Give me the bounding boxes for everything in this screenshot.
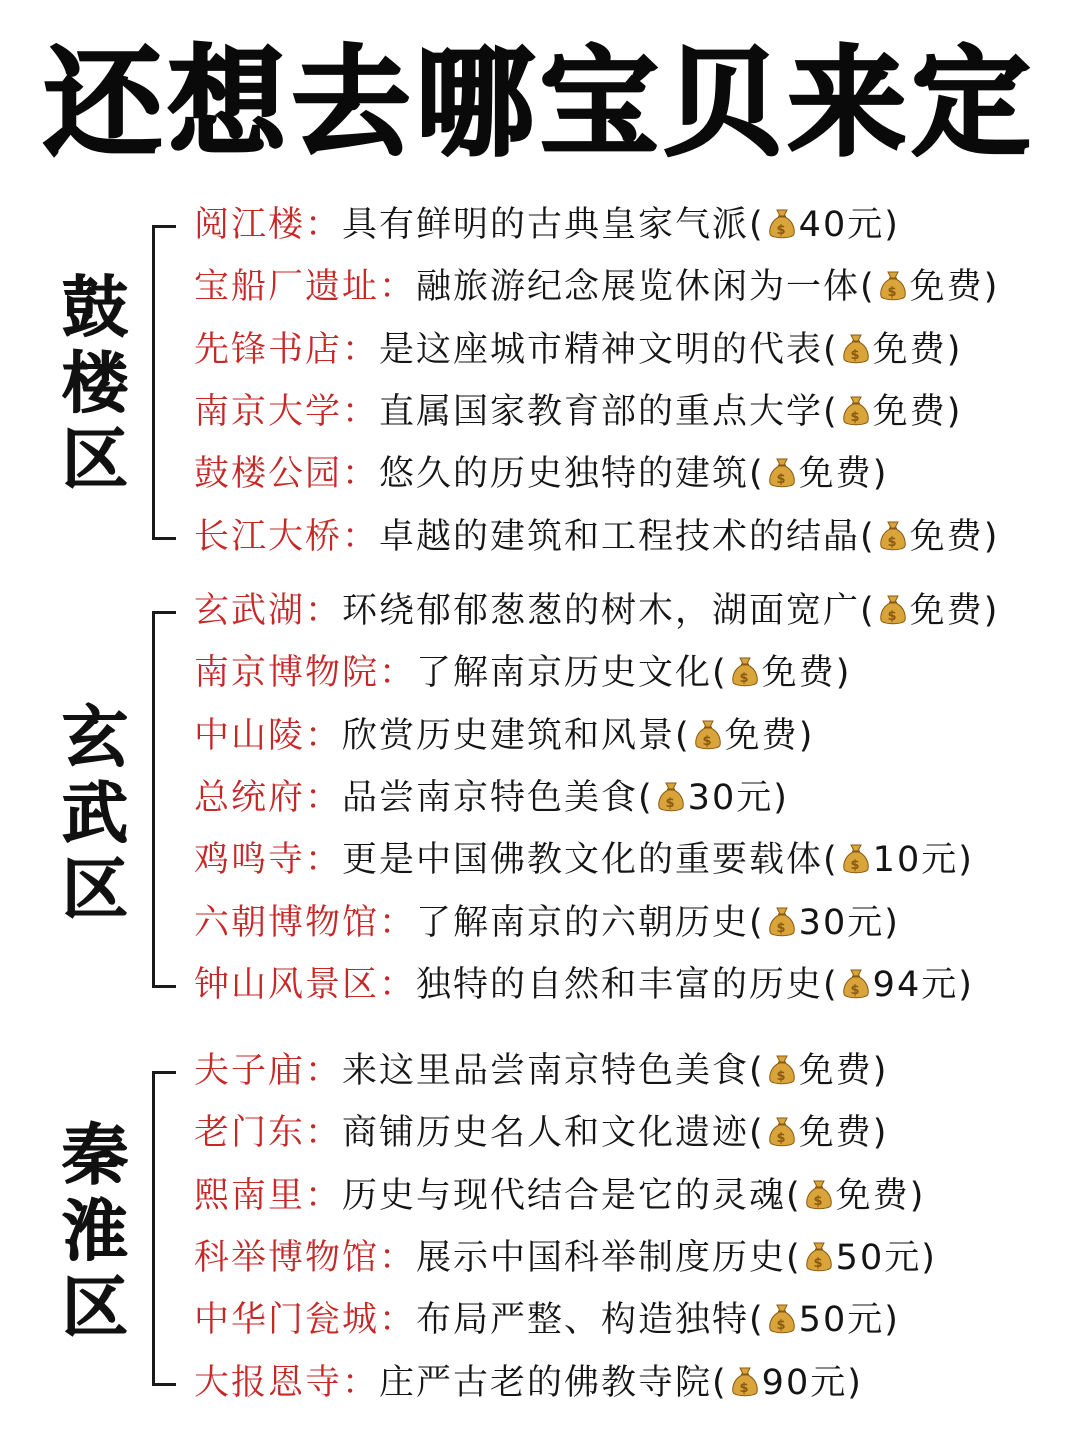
attraction-row: [194, 711, 814, 761]
attraction-row: [194, 1233, 937, 1283]
closing-paren: ): [983, 267, 1000, 308]
attraction-price: 40元: [798, 205, 885, 245]
attraction-row: [194, 1358, 863, 1408]
attraction-description: 卓越的建筑和工程技术的结晶(: [379, 516, 876, 557]
attraction-description: 是这座城市精神文明的代表(: [379, 329, 839, 370]
svg-text:$: $: [776, 472, 788, 488]
money-bag-icon: [804, 1240, 834, 1274]
money-bag-icon: [730, 655, 760, 689]
closing-paren: ): [958, 964, 974, 1005]
attraction-description: 具有鲜明的古典皇家气派(: [342, 205, 765, 245]
attraction-name: 熙南里：: [194, 1175, 343, 1216]
money-bag-icon: [878, 519, 908, 553]
svg-text:$: $: [813, 1193, 825, 1209]
attraction-name: 南京博物院：: [194, 653, 417, 694]
attraction-row: [194, 586, 999, 636]
attraction-row: [194, 1295, 900, 1345]
attraction-price: 免费: [872, 391, 947, 432]
svg-text:$: $: [850, 858, 862, 874]
attraction-description: 布局严整、构造独特(: [416, 1300, 765, 1341]
svg-text:$: $: [776, 1318, 788, 1334]
attraction-price: 免费: [872, 329, 947, 370]
svg-text:$: $: [776, 920, 788, 936]
money-bag-icon: [878, 593, 908, 627]
closing-paren: ): [921, 1237, 937, 1278]
attraction-row: [194, 1108, 888, 1158]
closing-paren: ): [884, 205, 900, 245]
svg-text:$: $: [776, 1069, 788, 1084]
attraction-price: 免费: [761, 653, 836, 694]
money-bag-icon: [693, 718, 723, 752]
attraction-row: [194, 387, 962, 437]
attraction-row: [194, 1046, 888, 1096]
district-label-char: 武: [62, 775, 128, 852]
money-bag-icon: [767, 1115, 797, 1149]
district-label-char: 楼: [62, 345, 128, 422]
money-bag-icon: [841, 842, 871, 876]
money-bag-icon: [730, 1365, 760, 1399]
money-bag-icon: [841, 394, 871, 428]
attraction-row: [194, 262, 999, 312]
closing-paren: ): [909, 1175, 926, 1216]
attraction-price: 免费: [798, 1051, 873, 1091]
money-bag-icon: [656, 780, 686, 814]
closing-paren: ): [872, 1113, 889, 1154]
attraction-row: [194, 898, 900, 948]
closing-paren: ): [847, 1362, 863, 1403]
closing-paren: ): [946, 329, 963, 370]
attraction-description: 展示中国科举制度历史(: [416, 1237, 802, 1278]
closing-paren: ): [872, 1051, 889, 1091]
svg-text:$: $: [739, 1380, 751, 1396]
attraction-row: [194, 835, 974, 885]
money-bag-icon: [804, 1178, 834, 1212]
attraction-description: 来这里品尝南京特色美食(: [342, 1051, 765, 1091]
money-bag-icon: [767, 1053, 797, 1087]
money-bag-icon: [767, 207, 797, 241]
attraction-row: [194, 648, 851, 698]
attraction-description: 商铺历史名人和文化遗迹(: [342, 1113, 765, 1154]
svg-text:$: $: [850, 409, 862, 425]
district-label-char: 淮: [62, 1193, 128, 1270]
money-bag-icon: [841, 332, 871, 366]
attraction-description: 独特的自然和丰富的历史(: [416, 964, 839, 1005]
svg-text:$: $: [739, 671, 751, 687]
attraction-name: 六朝博物馆：: [194, 902, 417, 943]
attraction-description: 直属国家教育部的重点大学(: [379, 391, 839, 432]
district-bracket: [152, 1071, 176, 1386]
attraction-row: [194, 325, 962, 375]
attraction-description: 欣赏历史建筑和风景(: [342, 715, 691, 756]
attraction-name: 先锋书店：: [194, 329, 380, 370]
attraction-price: 90元: [761, 1362, 848, 1403]
attraction-price: 免费: [798, 1113, 873, 1154]
district-label-char: 区: [62, 851, 128, 928]
attraction-name: 鼓楼公园：: [194, 454, 380, 495]
attraction-price: 50元: [798, 1300, 885, 1341]
svg-text:$: $: [887, 609, 899, 624]
attraction-row: [194, 449, 888, 499]
closing-paren: ): [835, 653, 852, 694]
attraction-name: 鸡鸣寺：: [194, 840, 343, 881]
district-label: [60, 270, 130, 498]
attraction-name: 宝船厂遗址：: [194, 267, 417, 308]
closing-paren: ): [872, 454, 889, 495]
attraction-price: 免费: [909, 267, 984, 308]
closing-paren: ): [884, 1300, 900, 1341]
svg-text:$: $: [887, 285, 899, 301]
district-bracket: [152, 225, 176, 540]
attraction-price: 10元: [872, 840, 959, 881]
svg-text:$: $: [702, 733, 714, 749]
svg-text:$: $: [665, 795, 677, 811]
attraction-price: 30元: [798, 902, 885, 943]
attraction-description: 庄严古老的佛教寺院(: [379, 1362, 728, 1403]
district-bracket: [152, 611, 176, 988]
attraction-description: 更是中国佛教文化的重要载体(: [342, 840, 839, 881]
district-label-char: 区: [62, 1269, 128, 1346]
closing-paren: ): [958, 840, 974, 881]
attraction-price: 免费: [909, 516, 984, 557]
attraction-name: 中山陵：: [194, 715, 343, 756]
attraction-description: 品尝南京特色美食(: [342, 777, 654, 818]
svg-text:$: $: [887, 534, 899, 550]
attraction-price: 30元: [687, 777, 774, 818]
attraction-description: 悠久的历史独特的建筑(: [379, 454, 765, 495]
attraction-name: 阅江楼：: [194, 205, 343, 245]
attraction-description: 历史与现代结合是它的灵魂(: [342, 1175, 802, 1216]
attraction-row: [194, 1171, 925, 1221]
money-bag-icon: [878, 269, 908, 303]
closing-paren: ): [946, 391, 963, 432]
svg-text:$: $: [850, 982, 862, 998]
attraction-price: 免费: [835, 1175, 910, 1216]
closing-paren: ): [884, 902, 900, 943]
attraction-row: [194, 773, 789, 823]
closing-paren: ): [983, 516, 1000, 557]
district-label-char: 秦: [62, 1117, 128, 1194]
district-label: [60, 1118, 130, 1346]
money-bag-icon: [767, 1302, 797, 1336]
attraction-name: 科举博物馆：: [194, 1237, 417, 1278]
attraction-price: 免费: [909, 591, 984, 631]
attraction-price: 免费: [798, 454, 873, 495]
district-label-char: 玄: [62, 699, 128, 776]
district-label: [60, 700, 130, 928]
attraction-name: 大报恩寺：: [194, 1362, 380, 1403]
attraction-name: 长江大桥：: [194, 516, 380, 557]
attraction-description: 了解南京的六朝历史(: [416, 902, 765, 943]
attraction-row: [194, 960, 974, 1010]
attraction-price: 94元: [872, 964, 959, 1005]
district-label-char: 鼓: [62, 269, 128, 346]
attraction-row: [194, 200, 900, 250]
svg-text:$: $: [776, 223, 788, 238]
closing-paren: ): [773, 777, 789, 818]
attraction-description: 了解南京历史文化(: [416, 653, 728, 694]
attraction-row: [194, 512, 999, 562]
attraction-name: 老门东：: [194, 1113, 343, 1154]
attraction-name: 南京大学：: [194, 391, 380, 432]
attraction-name: 总统府：: [194, 777, 343, 818]
closing-paren: ): [798, 715, 815, 756]
svg-text:$: $: [776, 1131, 788, 1147]
attraction-price: 免费: [724, 715, 799, 756]
page-title: 还想去哪宝贝来定: [43, 34, 1036, 172]
attraction-name: 玄武湖：: [194, 591, 343, 631]
attraction-name: 夫子庙：: [194, 1051, 343, 1091]
svg-text:$: $: [850, 347, 862, 363]
attraction-description: 环绕郁郁葱葱的树木，湖面宽广(: [342, 591, 876, 631]
attraction-description: 融旅游纪念展览休闲为一体(: [416, 267, 876, 308]
attraction-name: 中华门瓮城：: [194, 1300, 417, 1341]
attraction-price: 50元: [835, 1237, 922, 1278]
closing-paren: ): [983, 591, 1000, 631]
attraction-name: 钟山风景区：: [194, 964, 417, 1005]
money-bag-icon: [767, 905, 797, 939]
money-bag-icon: [841, 967, 871, 1001]
district-label-char: 区: [62, 421, 128, 498]
money-bag-icon: [767, 456, 797, 490]
svg-text:$: $: [813, 1255, 825, 1271]
